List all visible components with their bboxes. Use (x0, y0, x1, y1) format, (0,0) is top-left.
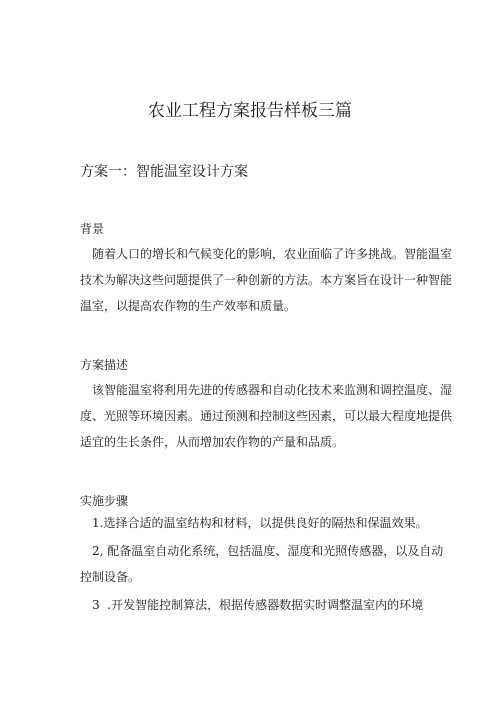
background-paragraph: 随着人口的增长和气候变化的影响，农业面临了许多挑战。智能温室技术为解决这些问题提供了一种创新的方法。本方案旨在设计一种智能温室，以提高农作物的生产效率和质量。 (80, 247, 453, 313)
description-heading: 方案描述 (80, 358, 129, 372)
step-1: 1.选择合适的温室结构和材料，以提供良好的隔热和保温效果。 (92, 516, 428, 530)
step-3: 3 .开发智能控制算法，根据传感器数据实时调整温室内的环境 (92, 598, 424, 612)
steps-heading: 实施步骤 (80, 494, 129, 508)
step-2-line-2: 控制设备。 (80, 570, 141, 584)
document-title: 农业工程方案报告样板三篇 (148, 101, 352, 121)
background-heading: 背景 (80, 222, 105, 236)
section-heading: 方案一：智能温室设计方案 (80, 164, 248, 180)
description-paragraph: 该智能温室将利用先进的传感器和自动化技术来监测和调控温度、湿度、光照等环境因素。通过预测和控制这些因素，可以最大程度地提供适宜的生长条件，从而增加农作物的产量和品质。 (80, 383, 453, 449)
step-2-line-1: 2, 配备温室自动化系统，包括温度、湿度和光照传感器，以及自动 (92, 544, 444, 558)
